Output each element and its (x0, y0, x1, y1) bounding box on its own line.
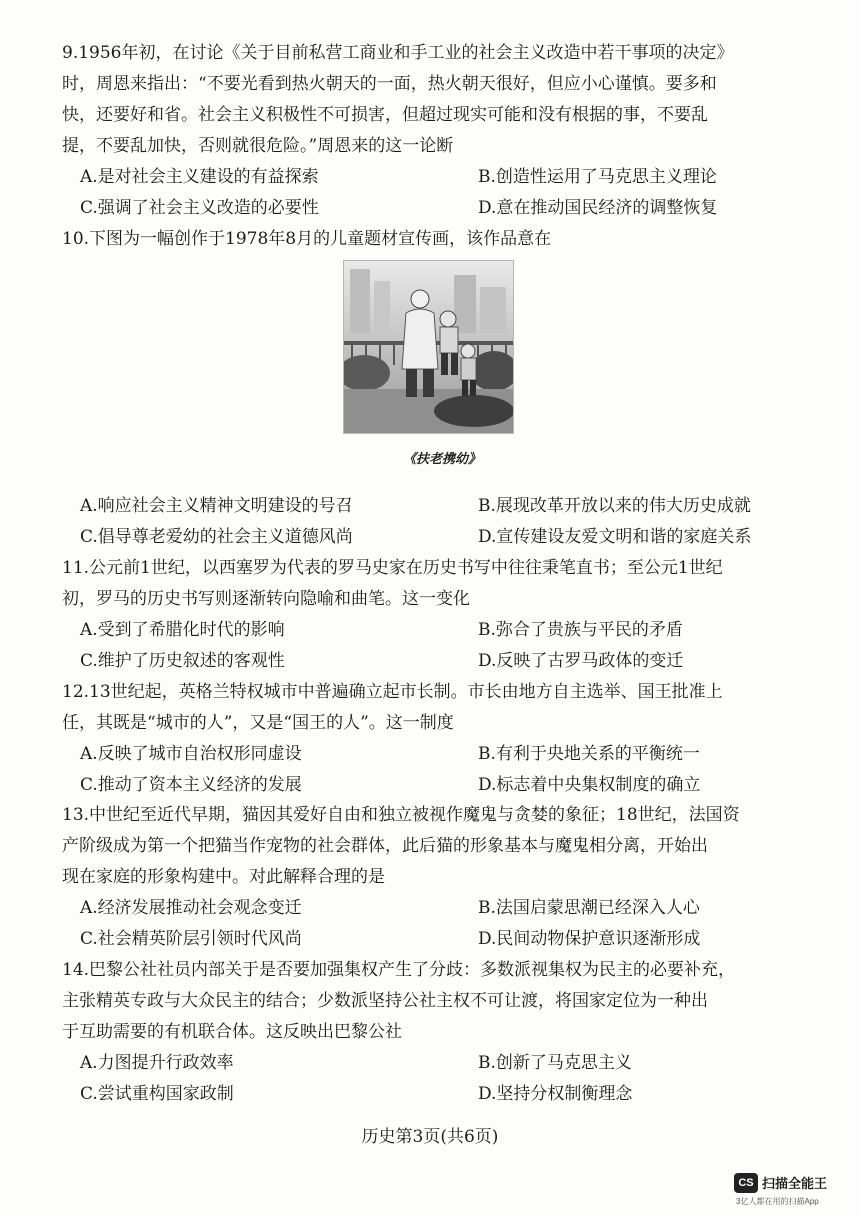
options (62, 491, 822, 553)
option-c: C.维护了历史叙述的客观性 (80, 651, 285, 671)
scanner-watermark (734, 1169, 844, 1209)
stem-line: 任，其既是“城市的人”，又是“国王的人”。这一制度 (62, 713, 454, 733)
option-d: D.民间动物保护意识逐渐形成 (478, 929, 701, 949)
option-c: C.尝试重构国家政制 (80, 1084, 234, 1104)
option-c: C.社会精英阶层引领时代风尚 (80, 929, 302, 949)
question-14 (62, 955, 822, 1110)
options (62, 893, 822, 955)
stem-line: 快，还要好和省。社会主义积极性不可损害，但超过现实可能和没有根据的事，不要乱 (62, 105, 708, 125)
question-11 (62, 553, 822, 677)
option-d: D.反映了古罗马政体的变迁 (478, 651, 684, 671)
stem-line: 现在家庭的形象构建中。对此解释合理的是 (62, 867, 385, 887)
option-d: D.宣传建设友爱文明和谐的家庭关系 (478, 527, 752, 547)
watermark-tagline: 3亿人都在用的扫描App (736, 1197, 819, 1206)
option-a: A.受到了希腊化时代的影响 (80, 620, 285, 640)
stem-line: 提，不要乱加快，否则就很危险。”周恩来的这一论断 (62, 136, 454, 156)
option-c: C.倡导尊老爱幼的社会主义道德风尚 (80, 527, 353, 547)
page-footer: 历史第3页(共6页) (361, 1127, 499, 1147)
stem-line: 主张精英专政与大众民主的结合；少数派坚持公社主权不可让渡，将国家定位为一种出 (62, 991, 708, 1011)
options (62, 739, 822, 801)
option-b: B.创新了马克思主义 (478, 1053, 632, 1073)
question-stem (62, 677, 822, 739)
question-stem (62, 955, 822, 1048)
stem-line: 于互助需要的有机联合体。这反映出巴黎公社 (62, 1022, 402, 1042)
stem-line: 初，罗马的历史书写则逐渐转向隐喻和曲笔。这一变化 (62, 589, 470, 609)
poster-illustration (344, 261, 513, 433)
option-d: D.标志着中央集权制度的确立 (478, 775, 701, 795)
question-stem (62, 800, 822, 893)
option-a: A.响应社会主义精神文明建设的号召 (80, 496, 353, 516)
options (62, 1048, 822, 1110)
stem-line: 14.巴黎公社社员内部关于是否要加强集权产生了分歧：多数派视集权为民主的必要补充， (62, 960, 736, 980)
option-b: B.弥合了贵族与平民的矛盾 (478, 620, 683, 640)
stem-line: 12.13世纪起，英格兰特权城市中普遍确立起市长制。市长由地方自主选举、国王批准上 (62, 682, 723, 702)
question-12 (62, 677, 822, 801)
question-stem (62, 224, 822, 255)
figure-caption: 《扶老携幼》 (402, 452, 481, 467)
watermark-name: 扫描全能王 (762, 1176, 828, 1191)
option-c: C.强调了社会主义改造的必要性 (80, 198, 319, 218)
question-stem (62, 553, 822, 615)
question-10-options (62, 491, 822, 553)
option-b: B.展现改革开放以来的伟大历史成就 (478, 496, 751, 516)
options (62, 162, 822, 224)
option-c: C.推动了资本主义经济的发展 (80, 775, 302, 795)
stem-line: 时，周恩来指出：“不要光看到热火朝天的一面，热火朝天很好，但应小心谨慎。要多和 (62, 74, 717, 94)
option-a: A.反映了城市自治权形同虚设 (80, 744, 302, 764)
option-b: B.有利于央地关系的平衡统一 (478, 744, 700, 764)
options (62, 615, 822, 677)
stem-line: 10.下图为一幅创作于1978年8月的儿童题材宣传画，该作品意在 (62, 229, 552, 249)
option-b: B.法国启蒙思潮已经深入人心 (478, 898, 700, 918)
option-a: A.经济发展推动社会观念变迁 (80, 898, 302, 918)
option-d: D.意在推动国民经济的调整恢复 (478, 198, 718, 218)
question-9 (62, 38, 822, 224)
option-a: A.力图提升行政效率 (80, 1053, 234, 1073)
question-10 (62, 224, 822, 255)
question-13 (62, 800, 822, 955)
option-a: A.是对社会主义建设的有益探索 (80, 167, 319, 187)
stem-line: 11.公元前1世纪，以西塞罗为代表的罗马史家在历史书写中往往秉笔直书；至公元1世纪 (62, 558, 723, 578)
stem-line: 13.中世纪至近代早期，猫因其爱好自由和独立被视作魔鬼与贪婪的象征；18世纪，法国资 (62, 805, 740, 825)
stem-line: 9.1956年初，在讨论《关于目前私营工商业和手工业的社会主义改造中若干事项的决定》 (62, 43, 734, 63)
propaganda-poster-image (343, 260, 514, 434)
question-stem (62, 38, 822, 162)
camscanner-logo-icon: CS (734, 1173, 758, 1193)
stem-line: 产阶级成为第一个把猫当作宠物的社会群体，此后猫的形象基本与魔鬼相分离，开始出 (62, 836, 708, 856)
option-b: B.创造性运用了马克思主义理论 (478, 167, 717, 187)
option-d: D.坚持分权制衡理念 (478, 1084, 633, 1104)
